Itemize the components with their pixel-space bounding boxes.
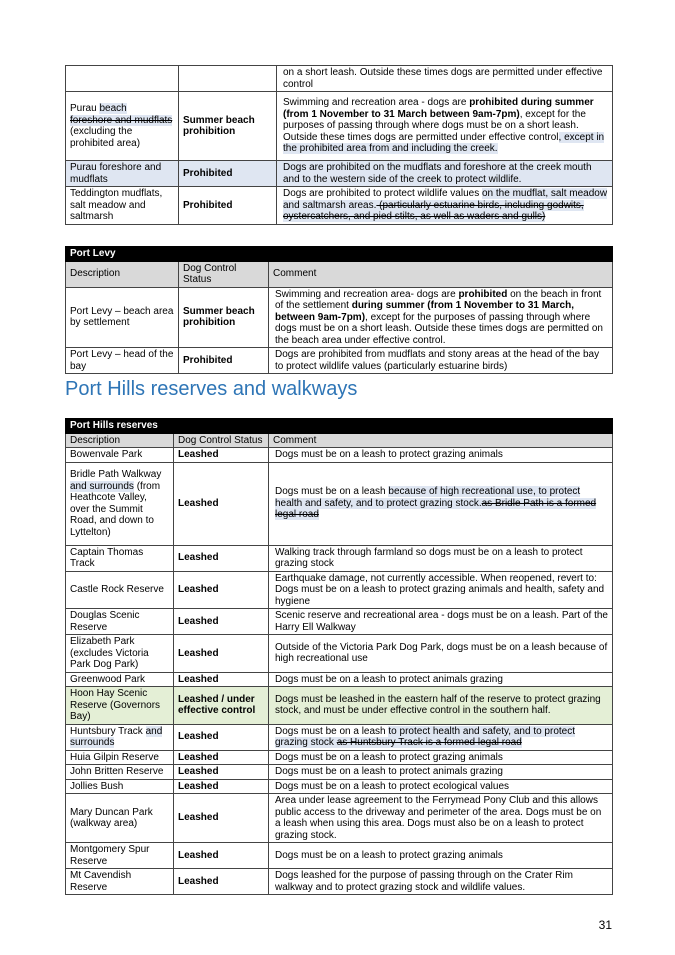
status-cell: Leashed bbox=[174, 779, 269, 794]
comment-cell: Dogs must be on a leash to protect grazing animals bbox=[269, 750, 613, 765]
comment-cell: Scenic reserve and recreational area - dogs must be on a leash. Part of the Harry Ell Walkway bbox=[269, 609, 613, 635]
header-status: Dog Control Status bbox=[174, 433, 269, 448]
status-cell: Leashed bbox=[174, 545, 269, 571]
comment-cell: Outside of the Victoria Park Dog Park, dogs must be on a leash because of high recreational use bbox=[269, 635, 613, 673]
description-cell: Mt Cavendish Reserve bbox=[66, 869, 174, 895]
description-cell: Montgomery Spur Reserve bbox=[66, 843, 174, 869]
table-title-row bbox=[66, 247, 613, 262]
description-cell: Port Levy – beach area by settlement bbox=[66, 287, 179, 348]
description-cell: Mary Duncan Park (walkway area) bbox=[66, 794, 174, 843]
description-cell: Castle Rock Reserve bbox=[66, 571, 174, 609]
header-comment: Comment bbox=[269, 433, 613, 448]
comment-cell: Area under lease agreement to the Ferrymead Pony Club and this allows public access to the driveway and perimeter of the area. Dogs must be on a leash when using this area. Dogs must also be on a leash to protect grazing stock. bbox=[269, 794, 613, 843]
table-row bbox=[66, 287, 613, 348]
status-cell: Leashed bbox=[174, 750, 269, 765]
status-cell: Leashed bbox=[174, 448, 269, 463]
table-header-row bbox=[66, 261, 613, 287]
table-row bbox=[66, 794, 613, 843]
section-heading: Port Hills reserves and walkways bbox=[65, 378, 358, 400]
comment-cell: Dogs must be on a leash to protect grazing animals bbox=[269, 843, 613, 869]
comment-cell: Earthquake damage, not currently accessible. When reopened, revert to: Dogs must be on a leash to protect grazing animals and health, safety and hygiene bbox=[269, 571, 613, 609]
description-cell: Huntsbury Track and surrounds bbox=[66, 724, 174, 750]
description-cell: Elizabeth Park (excludes Victoria Park Dog Park) bbox=[66, 635, 174, 673]
comment-cell: Dogs must be on a leash to protect ecological values bbox=[269, 779, 613, 794]
table-row bbox=[66, 448, 613, 463]
header-comment: Comment bbox=[269, 261, 613, 287]
page-number: 31 bbox=[598, 918, 612, 932]
description-cell: Purau foreshore and mudflats bbox=[66, 161, 179, 187]
table-row bbox=[66, 66, 613, 92]
port-hills-table bbox=[65, 418, 613, 895]
table-title: Port Levy bbox=[66, 247, 613, 262]
status-cell: Leashed bbox=[174, 462, 269, 545]
status-cell bbox=[179, 66, 277, 92]
comment-cell: Dogs must be on a leash because of high recreational use, to protect health and safety, and to protect grazing stock.as Bridle Path is a formed legal road bbox=[269, 462, 613, 545]
header-description: Description bbox=[66, 261, 179, 287]
table-row bbox=[66, 348, 613, 374]
table-row bbox=[66, 687, 613, 725]
table-row bbox=[66, 724, 613, 750]
status-cell: Leashed bbox=[174, 571, 269, 609]
description-cell: Bridle Path Walkway and surrounds (from Heathcote Valley, over the Summit Road, and down to Lyttelton) bbox=[66, 462, 174, 545]
description-cell: Huia Gilpin Reserve bbox=[66, 750, 174, 765]
status-cell: Leashed bbox=[174, 724, 269, 750]
comment-cell: Dogs are prohibited from mudflats and stony areas at the head of the bay to protect wildlife values (particularly estuarine birds) bbox=[269, 348, 613, 374]
table-row bbox=[66, 869, 613, 895]
status-cell: Prohibited bbox=[179, 348, 269, 374]
port-levy-table bbox=[65, 246, 613, 374]
table-row bbox=[66, 92, 613, 161]
table-row bbox=[66, 765, 613, 780]
table-row bbox=[66, 779, 613, 794]
status-cell: Leashed bbox=[174, 869, 269, 895]
description-cell: Bowenvale Park bbox=[66, 448, 174, 463]
description-cell: Port Levy – head of the bay bbox=[66, 348, 179, 374]
description-cell bbox=[66, 66, 179, 92]
description-cell: Teddington mudflats, salt meadow and saltmarsh bbox=[66, 187, 179, 225]
description-cell: Jollies Bush bbox=[66, 779, 174, 794]
status-cell: Prohibited bbox=[179, 187, 277, 225]
description-cell: Captain Thomas Track bbox=[66, 545, 174, 571]
comment-cell: Dogs leashed for the purpose of passing through on the Crater Rim walkway and to protect grazing stock and wildlife values. bbox=[269, 869, 613, 895]
description-cell: Greenwood Park bbox=[66, 672, 174, 687]
description-cell: John Britten Reserve bbox=[66, 765, 174, 780]
comment-cell: on a short leash. Outside these times dogs are permitted under effective control bbox=[277, 66, 613, 92]
header-status: Dog Control Status bbox=[179, 261, 269, 287]
comment-cell: Dogs must be on a leash to protect grazing animals bbox=[269, 448, 613, 463]
table-row bbox=[66, 635, 613, 673]
comment-cell: Swimming and recreation area- dogs are prohibited on the beach in front of the settlement during summer (from 1 November to 31 March, between 9am-7pm), except for the purposes of passing through where dogs must be on a short leash. Outside these times dogs are permitted on the beach area under effective control. bbox=[269, 287, 613, 348]
comment-cell: Dogs are prohibited on the mudflats and foreshore at the creek mouth and to the western side of the creek to protect wildlife. bbox=[277, 161, 613, 187]
status-cell: Summer beach prohibition bbox=[179, 287, 269, 348]
comment-cell: Swimming and recreation area - dogs are prohibited during summer (from 1 November to 31 March between 9am-7pm), except for the purposes of passing through where dogs must be on a short leash. Outside these times dogs are permitted under effective control, except in the prohibited area from and including the creek. bbox=[277, 92, 613, 161]
comment-cell: Dogs must be leashed in the eastern half of the reserve to protect grazing stock, and must be under effective control in the southern half. bbox=[269, 687, 613, 725]
header-description: Description bbox=[66, 433, 174, 448]
table-row bbox=[66, 545, 613, 571]
status-cell: Prohibited bbox=[179, 161, 277, 187]
status-cell: Leashed bbox=[174, 609, 269, 635]
comment-cell: Walking track through farmland so dogs must be on a leash to protect grazing stock bbox=[269, 545, 613, 571]
comment-cell: Dogs must be on a leash to protect animals grazing bbox=[269, 765, 613, 780]
table-title: Port Hills reserves bbox=[66, 419, 613, 434]
table-header-row bbox=[66, 433, 613, 448]
description-cell: Hoon Hay Scenic Reserve (Governors Bay) bbox=[66, 687, 174, 725]
status-cell: Leashed bbox=[174, 635, 269, 673]
status-cell: Leashed bbox=[174, 843, 269, 869]
comment-cell: Dogs are prohibited to protect wildlife values on the mudflat, salt meadow and saltmarsh areas. (particularly estuarine birds, including godwits, oystercatchers, and pied stilts, as well as waders and gulls) bbox=[277, 187, 613, 225]
comment-cell: Dogs must be on a leash to protect health and safety, and to protect grazing stock as Huntsbury Track is a formed legal road bbox=[269, 724, 613, 750]
table-title-row bbox=[66, 419, 613, 434]
status-cell: Leashed bbox=[174, 765, 269, 780]
table-row bbox=[66, 672, 613, 687]
description-cell: Douglas Scenic Reserve bbox=[66, 609, 174, 635]
status-cell: Leashed bbox=[174, 672, 269, 687]
table-row bbox=[66, 462, 613, 545]
status-cell: Leashed / under effective control bbox=[174, 687, 269, 725]
table-row bbox=[66, 843, 613, 869]
table-row bbox=[66, 750, 613, 765]
description-cell: Purau beach foreshore and mudflats (excluding the prohibited area) bbox=[66, 92, 179, 161]
table-row bbox=[66, 609, 613, 635]
status-cell: Leashed bbox=[174, 794, 269, 843]
table-row bbox=[66, 187, 613, 225]
purau-table bbox=[65, 65, 613, 225]
table-row bbox=[66, 161, 613, 187]
comment-cell: Dogs must be on a leash to protect animals grazing bbox=[269, 672, 613, 687]
table-row bbox=[66, 571, 613, 609]
status-cell: Summer beach prohibition bbox=[179, 92, 277, 161]
